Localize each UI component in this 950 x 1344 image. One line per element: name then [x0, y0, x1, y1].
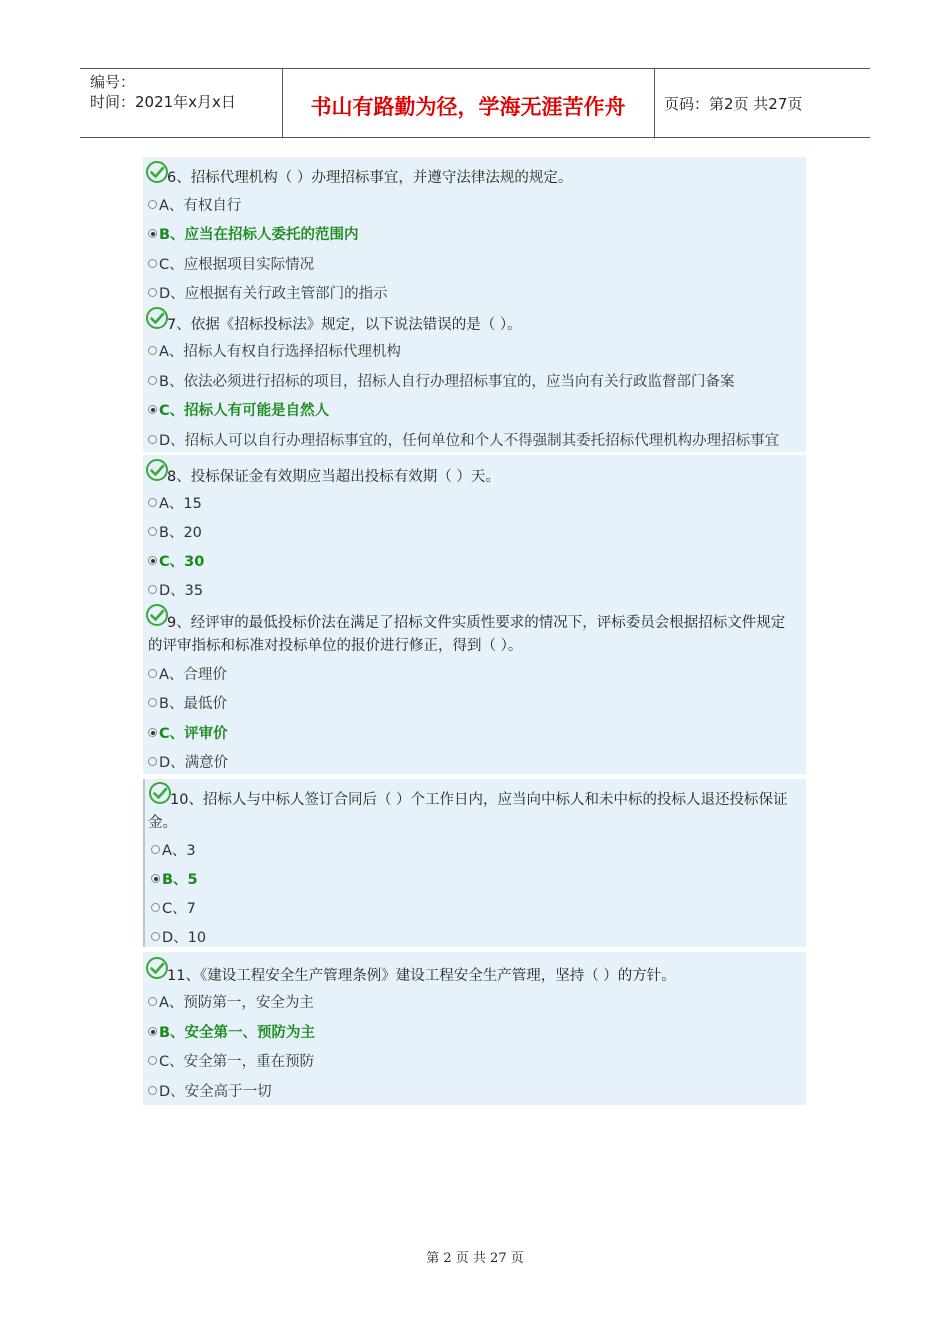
- question-block: [143, 779, 806, 947]
- option-label: C、安全第一，重在预防: [159, 1054, 315, 1070]
- option-label: A、合理价: [159, 667, 227, 683]
- option-d[interactable]: [148, 751, 228, 772]
- option-label: D、满意价: [159, 755, 229, 771]
- option-a[interactable]: [151, 839, 196, 860]
- option-label: C、招标人有可能是自然人: [159, 403, 330, 419]
- option-c[interactable]: [148, 399, 329, 420]
- motto: 书山有路勤为径，学海无涯苦作舟: [310, 94, 626, 119]
- option-label: C、30: [159, 554, 205, 570]
- option-label: B、最低价: [159, 696, 227, 712]
- option-label: B、20: [159, 525, 202, 541]
- check-circle-icon: [145, 458, 169, 482]
- option-c[interactable]: [148, 550, 204, 571]
- option-label: B、依法必须进行招标的项目，招标人自行办理招标事宜的，应当向有关行政监督部门备案: [159, 374, 735, 390]
- radio-icon[interactable]: [148, 229, 157, 238]
- radio-icon[interactable]: [151, 845, 160, 854]
- option-b[interactable]: [151, 868, 198, 889]
- check-circle-icon: [145, 306, 169, 330]
- option-label: D、招标人可以自行办理招标事宜的，任何单位和个人不得强制其委托招标代理机构办理招标事宜: [159, 433, 780, 449]
- option-c[interactable]: [151, 897, 196, 918]
- question-block: [143, 157, 806, 304]
- option-label: D、10: [162, 930, 207, 946]
- option-d[interactable]: [148, 282, 388, 303]
- question-text: 7、依据《招标投标法》规定，以下说法错误的是（ ）。: [167, 317, 522, 333]
- option-label: A、招标人有权自行选择招标代理机构: [159, 344, 401, 360]
- option-label: C、评审价: [159, 726, 228, 742]
- option-d[interactable]: [148, 579, 203, 600]
- divider: [143, 779, 145, 947]
- radio-icon[interactable]: [148, 498, 157, 507]
- question-block: [143, 304, 806, 452]
- question-text: 6、招标代理机构（ ）办理招标事宜，并遵守法律法规的规定。: [167, 170, 573, 186]
- option-label: B、安全第一、预防为主: [159, 1025, 316, 1041]
- option-label: C、7: [162, 901, 196, 917]
- question-text: 8、投标保证金有效期应当超出投标有效期（ ）天。: [167, 469, 500, 485]
- option-label: B、应当在招标人委托的范围内: [159, 227, 359, 243]
- option-b[interactable]: [148, 521, 202, 542]
- option-b[interactable]: [148, 370, 734, 391]
- check-circle-icon: [145, 603, 169, 627]
- radio-icon[interactable]: [148, 1086, 157, 1095]
- option-a[interactable]: [148, 663, 227, 684]
- option-d[interactable]: [148, 1080, 272, 1101]
- question-block: [143, 600, 806, 774]
- question-text-line2: 金。: [148, 815, 177, 831]
- number-label: 编号：: [90, 73, 136, 91]
- header-motto-cell: [282, 69, 655, 137]
- radio-icon[interactable]: [148, 288, 157, 297]
- option-label: B、5: [162, 872, 198, 888]
- option-d[interactable]: [148, 429, 779, 450]
- option-b[interactable]: [148, 223, 359, 244]
- option-label: A、3: [162, 843, 196, 859]
- option-label: A、有权自行: [159, 198, 242, 214]
- question-text-line2: 的评审指标和标准对投标单位的报价进行修正，得到（ ）。: [148, 638, 523, 654]
- option-c[interactable]: [148, 253, 314, 274]
- radio-icon[interactable]: [148, 376, 157, 385]
- page-label: 页码：第2页 共27页: [664, 95, 803, 113]
- option-c[interactable]: [148, 1050, 314, 1071]
- page-footer: 第 2 页 共 27 页: [426, 1251, 524, 1266]
- radio-icon[interactable]: [151, 932, 160, 941]
- option-a[interactable]: [148, 194, 241, 215]
- radio-icon[interactable]: [151, 874, 160, 883]
- option-c[interactable]: [148, 722, 228, 743]
- option-label: D、应根据有关行政主管部门的指示: [159, 286, 388, 302]
- check-circle-icon: [148, 781, 172, 805]
- radio-icon[interactable]: [148, 1056, 157, 1065]
- radio-icon[interactable]: [148, 997, 157, 1006]
- question-block: [143, 952, 806, 1105]
- question-text-line1: 9、经评审的最低投标价法在满足了招标文件实质性要求的情况下，评标委员会根据招标文件规定: [167, 615, 786, 631]
- radio-icon[interactable]: [148, 527, 157, 536]
- question-text-line1: 10、招标人与中标人签订合同后（ ）个工作日内，应当向中标人和未中标的投标人退还投标保证: [170, 792, 788, 808]
- radio-icon[interactable]: [148, 698, 157, 707]
- option-a[interactable]: [148, 492, 202, 513]
- radio-icon[interactable]: [148, 556, 157, 565]
- header-page-cell: [654, 69, 870, 137]
- header-meta-cell: [80, 69, 283, 137]
- option-label: D、35: [159, 583, 204, 599]
- option-label: D、安全高于一切: [159, 1084, 272, 1100]
- question-block: [143, 455, 806, 600]
- question-text: 11、《建设工程安全生产管理条例》建设工程安全生产管理，坚持（ ）的方针。: [167, 968, 676, 984]
- option-d[interactable]: [151, 926, 206, 947]
- check-circle-icon: [145, 956, 169, 980]
- option-label: C、应根据项目实际情况: [159, 257, 315, 273]
- option-a[interactable]: [148, 340, 401, 361]
- option-a[interactable]: [148, 991, 314, 1012]
- radio-icon[interactable]: [148, 757, 157, 766]
- radio-icon[interactable]: [148, 669, 157, 678]
- option-label: A、预防第一，安全为主: [159, 995, 314, 1011]
- radio-icon[interactable]: [151, 903, 160, 912]
- radio-icon[interactable]: [148, 200, 157, 209]
- radio-icon[interactable]: [148, 728, 157, 737]
- document-header: [80, 68, 870, 138]
- radio-icon[interactable]: [148, 585, 157, 594]
- radio-icon[interactable]: [148, 346, 157, 355]
- option-b[interactable]: [148, 692, 227, 713]
- option-label: A、15: [159, 496, 202, 512]
- check-circle-icon: [145, 160, 169, 184]
- radio-icon[interactable]: [148, 435, 157, 444]
- radio-icon[interactable]: [148, 1027, 157, 1036]
- radio-icon[interactable]: [148, 405, 157, 414]
- radio-icon[interactable]: [148, 259, 157, 268]
- option-b[interactable]: [148, 1021, 315, 1042]
- date-label: 时间：2021年x月x日: [90, 93, 236, 111]
